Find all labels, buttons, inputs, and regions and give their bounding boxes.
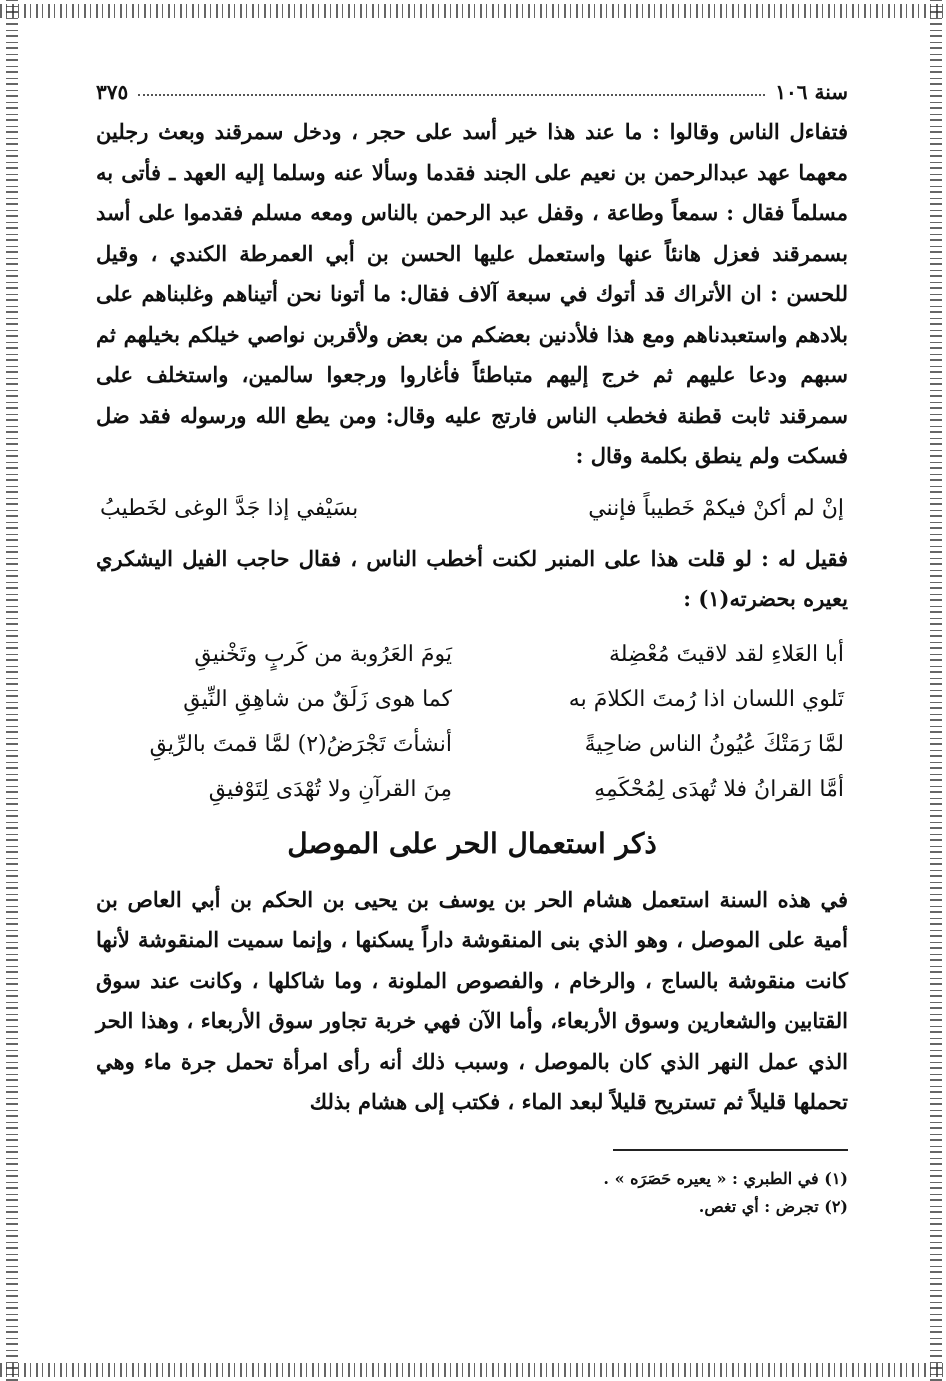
verse-first-hemistich: إنْ لم أكنْ فيكمْ خَطيباً فإنني: [588, 495, 844, 521]
verse-hemistich: أمَّا القرانُ فلا تُهدَى لِمُحْكَمِهِ: [594, 776, 844, 802]
header-year: سنة ١٠٦: [775, 80, 848, 104]
verse-couplet: [100, 489, 844, 529]
verse-hemistich: تَلوي اللسان اذا رُمتَ الكلامَ به: [568, 686, 844, 712]
ornamental-border-bottom: [0, 1363, 946, 1377]
verse-second-hemistich: بسَيْفي إذا جَدَّ الوغى لخَطيبُ: [100, 495, 359, 521]
ornamental-border-left: [6, 0, 18, 1381]
page-content: [96, 60, 848, 1221]
paragraph-2: فقيل له : لو قلت هذا على المنبر لكنت أخطب الناس ، فقال حاجب الفيل اليشكري يعيره بحضرته(١) :: [96, 545, 848, 611]
running-header: [96, 60, 848, 104]
verse-hemistich: كما هوى زَلَقٌ من شاهِقِ النِّيقِ: [183, 686, 452, 712]
poem-block: [100, 632, 844, 812]
verse-hemistich: أبا العَلاءِ لقد لاقيتَ مُعْضِلة: [608, 641, 844, 667]
footnote-2: (٢) تجرض : أي تغص.: [698, 1196, 848, 1216]
footnote-1: (١) في الطبري : « يعيره حَصَرَه » .: [603, 1168, 848, 1188]
ornamental-border-right: [930, 0, 942, 1381]
paragraph-1: فتفاءل الناس وقالوا : ما عند هذا خير أسد على حجر ، ودخل سمرقند وبعث رجلين معهما عهد عبدالرحمن بن نعيم على الجند فقدما وسألا عنه وسلما إليه العهد ـ فأتى به مسلماً فقال : سمعاً وطاعة ، وقفل عبد الرحمن بالناس ومعه مسلم فقدموا على أسد بسمرقند فعزل هانئاً عنها واستعمل عليها الحسن بن أبي العمرطة الكندي ، وقيل للحسن : ان الأتراك قد أتوك في سبعة آلاف فقال: ما أتونا نحن أتيناهم وغلبناهم على بلادهم واستعبدناهم ومع هذا فلأدنين بعضكم من بعض ولأقربن نواصي خيلكم بخيلهم ثم سبهم ودعا عليهم ثم خرج إليهم متباطئاً فأغاروا ورجعوا سالمين، واستخلف على سمرقند ثابت قطنة فخطب الناس فارتج عليه وقال: ومن يطع الله ورسوله فقد ضل فسكت ولم ينطق بكلمة وقال :: [96, 119, 848, 468]
verse-hemistich: يَومَ العَرُوبة من كَربٍ وتَخْنيقِ: [194, 641, 452, 667]
ornamental-border-top: [0, 4, 946, 18]
page-number: ٣٧٥: [96, 80, 129, 104]
footnote-separator: [613, 1149, 848, 1151]
verse-hemistich: أنشأتَ تَجْرَضُ(٢) لمَّا قمتَ بالرِّيقِ: [149, 731, 452, 757]
section-heading: ذكر استعمال الحر على الموصل: [287, 826, 657, 860]
paragraph-3: في هذه السنة استعمل هشام الحر بن يوسف بن يحيى بن الحكم بن أبي العاص بن أمية على الموصل ، وهو الذي بنى المنقوشة داراً يسكنها ، وإنما سميت المنقوشة لأنها كانت منقوشة بالساج ، والرخام ، والفصوص الملونة ، وما شاكلها ، وكانت عند سوق القتابين والشعارين وسوق الأربعاء، وأما الآن فهي خربة تجاور سوق الأربعاء ، وهذا الحر الذي عمل النهر الذي كان بالموصل ، وسبب ذلك أنه رأى امرأة تحمل جرة ماء وهي تحملها قليلاً ثم تستريح قليلاً لبعد الماء ، فكتب إلى هشام بذلك: [96, 886, 848, 1114]
verse-hemistich: لمَّا رَمَتْكَ عُيُونُ الناس ضاحِيةً: [584, 731, 844, 757]
header-dotted-leader: [138, 94, 765, 96]
verse-hemistich: مِنَ القرآنِ ولا تُهْدَى لِتَوْفيقِ: [208, 776, 452, 802]
